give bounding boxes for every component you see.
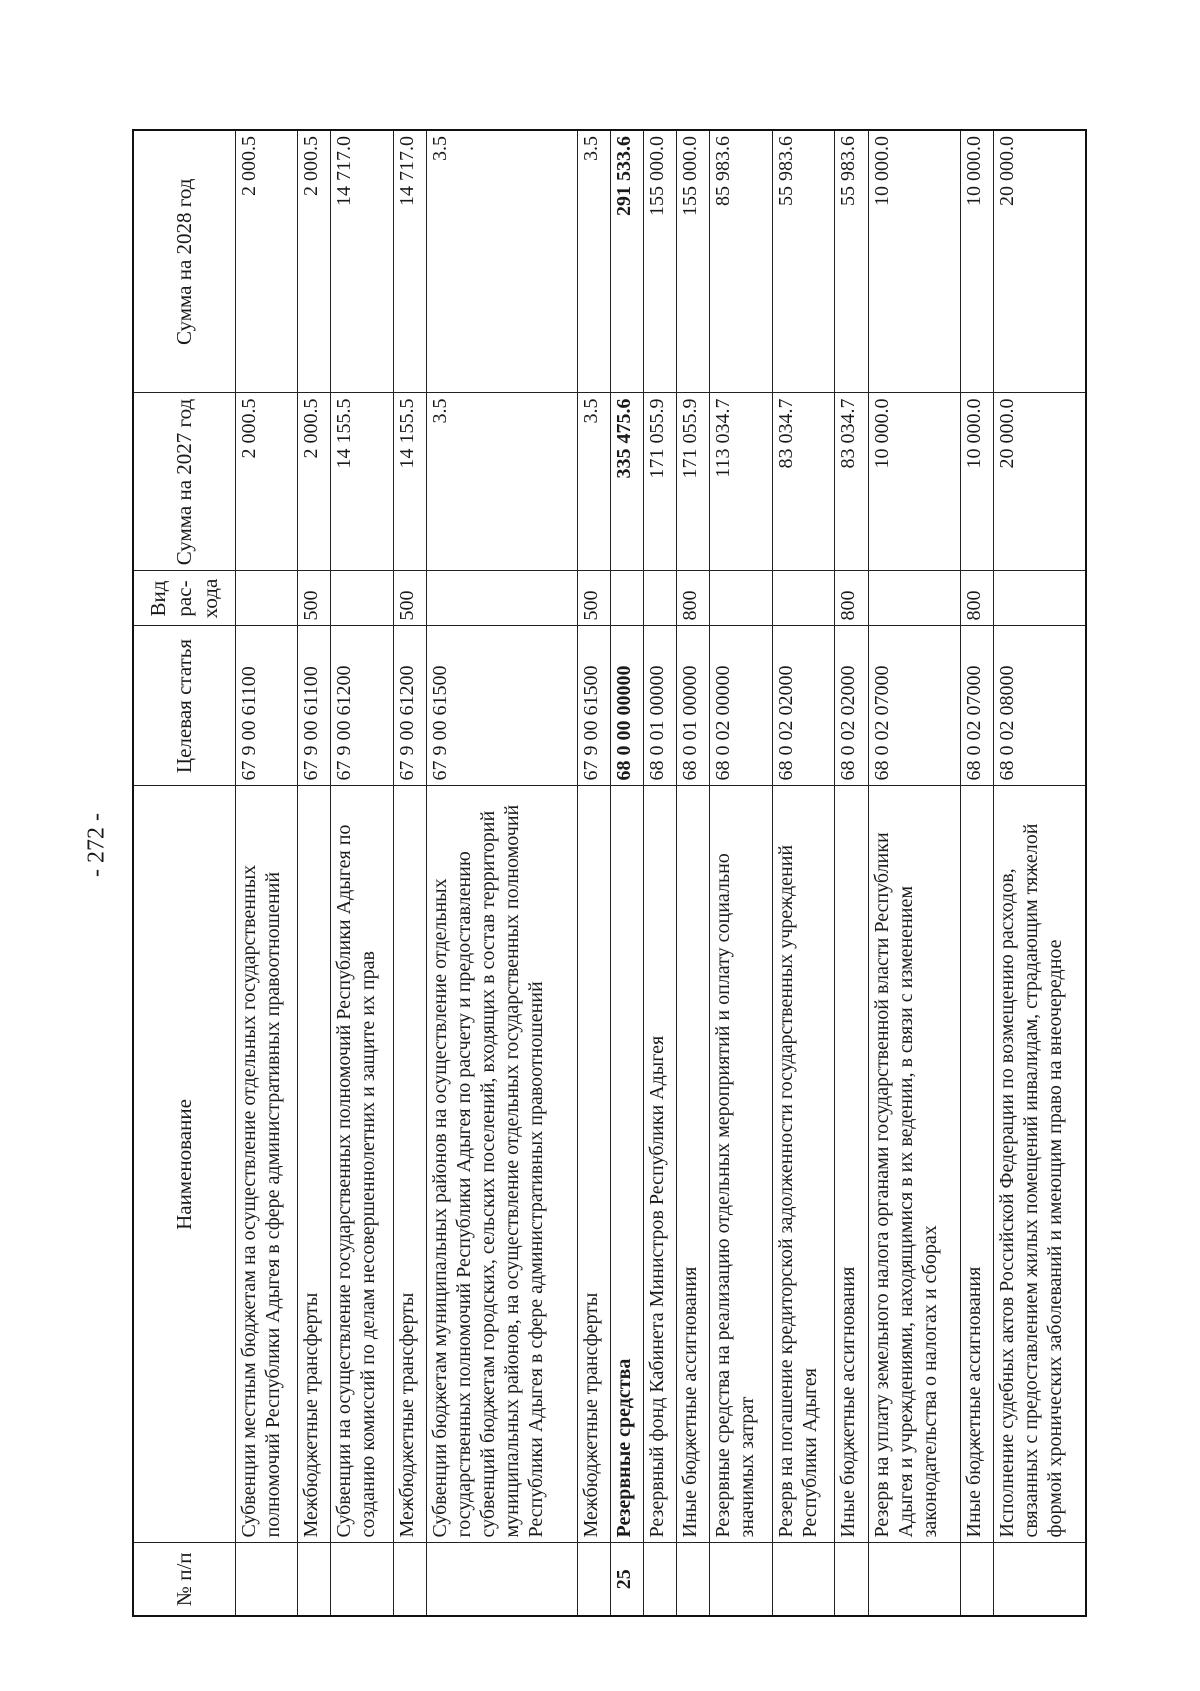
- row-sum-2028-cell: 155 000.0: [677, 130, 710, 393]
- page-number: - 272 -: [83, 813, 110, 877]
- table-row: [610, 130, 643, 1616]
- table-row: [772, 130, 835, 1616]
- row-vid-cell: [993, 571, 1086, 626]
- table-row: [393, 130, 426, 1616]
- row-name-cell: Межбюджетные трансферты: [298, 786, 331, 1543]
- row-name-cell: Межбюджетные трансферты: [577, 786, 610, 1543]
- row-sum-2027-cell: 171 055.9: [644, 393, 677, 571]
- table-row: [298, 130, 331, 1616]
- row-num-cell: [426, 1543, 577, 1616]
- table-row: [710, 130, 773, 1616]
- row-code-cell: 68 0 02 02000: [835, 626, 868, 786]
- table-row: [577, 130, 610, 1616]
- row-code-cell: 68 0 02 08000: [993, 626, 1086, 786]
- row-code-cell: 67 9 00 61100: [298, 626, 331, 786]
- row-code-cell: 68 0 02 00000: [710, 626, 773, 786]
- row-name-cell: Иные бюджетные ассигнования: [835, 786, 868, 1543]
- row-sum-2027-cell: 83 034.7: [835, 393, 868, 571]
- row-sum-2028-cell: 85 983.6: [710, 130, 773, 393]
- table-body: [235, 130, 1086, 1616]
- row-code-cell: 67 9 00 61200: [331, 626, 394, 786]
- row-sum-2027-cell: 14 155.5: [331, 393, 394, 571]
- row-code-cell: 68 0 02 07000: [960, 626, 993, 786]
- row-sum-2027-cell: 83 034.7: [772, 393, 835, 571]
- header-sum-2028: Сумма на 2028 год: [133, 130, 235, 393]
- row-vid-cell: [235, 571, 298, 626]
- row-vid-cell: 800: [835, 571, 868, 626]
- row-vid-cell: 800: [960, 571, 993, 626]
- table-row: [993, 130, 1086, 1616]
- row-num-cell: 25: [610, 1543, 643, 1616]
- row-name-cell: Резервный фонд Кабинета Министров Республики Адыгея: [644, 786, 677, 1543]
- row-sum-2027-cell: 10 000.0: [960, 393, 993, 571]
- row-num-cell: [393, 1543, 426, 1616]
- budget-table: [132, 129, 1087, 1617]
- header-sum-2027: Сумма на 2027 год: [133, 393, 235, 571]
- row-num-cell: [677, 1543, 710, 1616]
- row-name-cell: Субвенции бюджетам муниципальных районов на осуществление отдельных государственных полномочий Республики Адыгея по расчету и предоставлению субвенций бюджетам городских, сельских поселений, входящих в состав территорий муниципальных районов, на осуществление отдельных государственных полномочий Республики Адыгея в сфере административных правоотношений: [426, 786, 577, 1543]
- row-sum-2027-cell: 3.5: [577, 393, 610, 571]
- row-vid-cell: [331, 571, 394, 626]
- table-header-row: [133, 130, 235, 1616]
- header-code: Целевая статья: [133, 626, 235, 786]
- budget-table-rotated: [132, 131, 1087, 1617]
- row-vid-cell: 500: [393, 571, 426, 626]
- row-name-cell: Межбюджетные трансферты: [393, 786, 426, 1543]
- row-name-cell: Субвенции на осуществление государственных полномочий Республики Адыгея по созданию комиссий по делам несовершеннолетних и защите их прав: [331, 786, 394, 1543]
- row-sum-2028-cell: 10 000.0: [960, 130, 993, 393]
- table-row: [644, 130, 677, 1616]
- row-sum-2027-cell: 20 000.0: [993, 393, 1086, 571]
- row-sum-2028-cell: 3.5: [577, 130, 610, 393]
- row-name-cell: Иные бюджетные ассигнования: [960, 786, 993, 1543]
- row-num-cell: [298, 1543, 331, 1616]
- table-row: [677, 130, 710, 1616]
- row-num-cell: [644, 1543, 677, 1616]
- row-sum-2028-cell: 14 717.0: [331, 130, 394, 393]
- row-code-cell: 67 9 00 61200: [393, 626, 426, 786]
- table-row: [235, 130, 298, 1616]
- row-num-cell: [772, 1543, 835, 1616]
- row-sum-2028-cell: 55 983.6: [772, 130, 835, 393]
- row-sum-2028-cell: 10 000.0: [868, 130, 960, 393]
- row-num-cell: [235, 1543, 298, 1616]
- row-code-cell: 67 9 00 61500: [577, 626, 610, 786]
- row-name-cell: Резерв на погашение кредиторской задолженности государственных учреждений Республики Адыгея: [772, 786, 835, 1543]
- row-sum-2027-cell: 113 034.7: [710, 393, 773, 571]
- header-vid: Вид рас- хода: [133, 571, 235, 626]
- row-code-cell: 68 0 01 00000: [677, 626, 710, 786]
- row-code-cell: 68 0 02 02000: [772, 626, 835, 786]
- row-name-cell: Резерв на уплату земельного налога органами государственной власти Республики Адыгея и учреждениями, находящимися в их ведении, в связи с изменением законодательства о налогах и сборах: [868, 786, 960, 1543]
- header-num: № п/п: [133, 1543, 235, 1616]
- row-vid-cell: [610, 571, 643, 626]
- row-num-cell: [868, 1543, 960, 1616]
- row-vid-cell: 800: [677, 571, 710, 626]
- table-row: [960, 130, 993, 1616]
- row-vid-cell: [868, 571, 960, 626]
- row-num-cell: [993, 1543, 1086, 1616]
- row-sum-2028-cell: 2 000.5: [298, 130, 331, 393]
- row-vid-cell: 500: [577, 571, 610, 626]
- row-vid-cell: [644, 571, 677, 626]
- row-sum-2028-cell: 20 000.0: [993, 130, 1086, 393]
- row-sum-2028-cell: 3.5: [426, 130, 577, 393]
- row-num-cell: [835, 1543, 868, 1616]
- row-code-cell: 68 0 00 00000: [610, 626, 643, 786]
- row-sum-2028-cell: 155 000.0: [644, 130, 677, 393]
- row-code-cell: 68 0 02 07000: [868, 626, 960, 786]
- row-sum-2028-cell: 2 000.5: [235, 130, 298, 393]
- row-sum-2028-cell: 291 533.6: [610, 130, 643, 393]
- row-vid-cell: [772, 571, 835, 626]
- row-sum-2027-cell: 335 475.6: [610, 393, 643, 571]
- table-row: [331, 130, 394, 1616]
- row-sum-2028-cell: 55 983.6: [835, 130, 868, 393]
- row-name-cell: Резервные средства: [610, 786, 643, 1543]
- row-num-cell: [710, 1543, 773, 1616]
- row-sum-2027-cell: 14 155.5: [393, 393, 426, 571]
- row-sum-2027-cell: 2 000.5: [298, 393, 331, 571]
- row-name-cell: Исполнение судебных актов Российской Федерации по возмещению расходов, связанных с предоставлением жилых помещений инвалидам, страдающим тяжелой формой хронических заболеваний и имеющим право на внеочередное: [993, 786, 1086, 1543]
- row-vid-cell: [710, 571, 773, 626]
- row-sum-2028-cell: 14 717.0: [393, 130, 426, 393]
- row-num-cell: [331, 1543, 394, 1616]
- table-row: [426, 130, 577, 1616]
- row-name-cell: Иные бюджетные ассигнования: [677, 786, 710, 1543]
- row-vid-cell: 500: [298, 571, 331, 626]
- row-name-cell: Субвенции местным бюджетам на осуществление отдельных государственных полномочий Республики Адыгея в сфере административных правоотношений: [235, 786, 298, 1543]
- row-num-cell: [577, 1543, 610, 1616]
- header-name: Наименование: [133, 786, 235, 1543]
- row-num-cell: [960, 1543, 993, 1616]
- row-sum-2027-cell: 3.5: [426, 393, 577, 571]
- row-sum-2027-cell: 2 000.5: [235, 393, 298, 571]
- row-sum-2027-cell: 171 055.9: [677, 393, 710, 571]
- row-code-cell: 67 9 00 61500: [426, 626, 577, 786]
- row-code-cell: 68 0 01 00000: [644, 626, 677, 786]
- row-code-cell: 67 9 00 61100: [235, 626, 298, 786]
- row-vid-cell: [426, 571, 577, 626]
- table-row: [835, 130, 868, 1616]
- row-name-cell: Резервные средства на реализацию отдельных мероприятий и оплату социально значимых затрат: [710, 786, 773, 1543]
- table-row: [868, 130, 960, 1616]
- row-sum-2027-cell: 10 000.0: [868, 393, 960, 571]
